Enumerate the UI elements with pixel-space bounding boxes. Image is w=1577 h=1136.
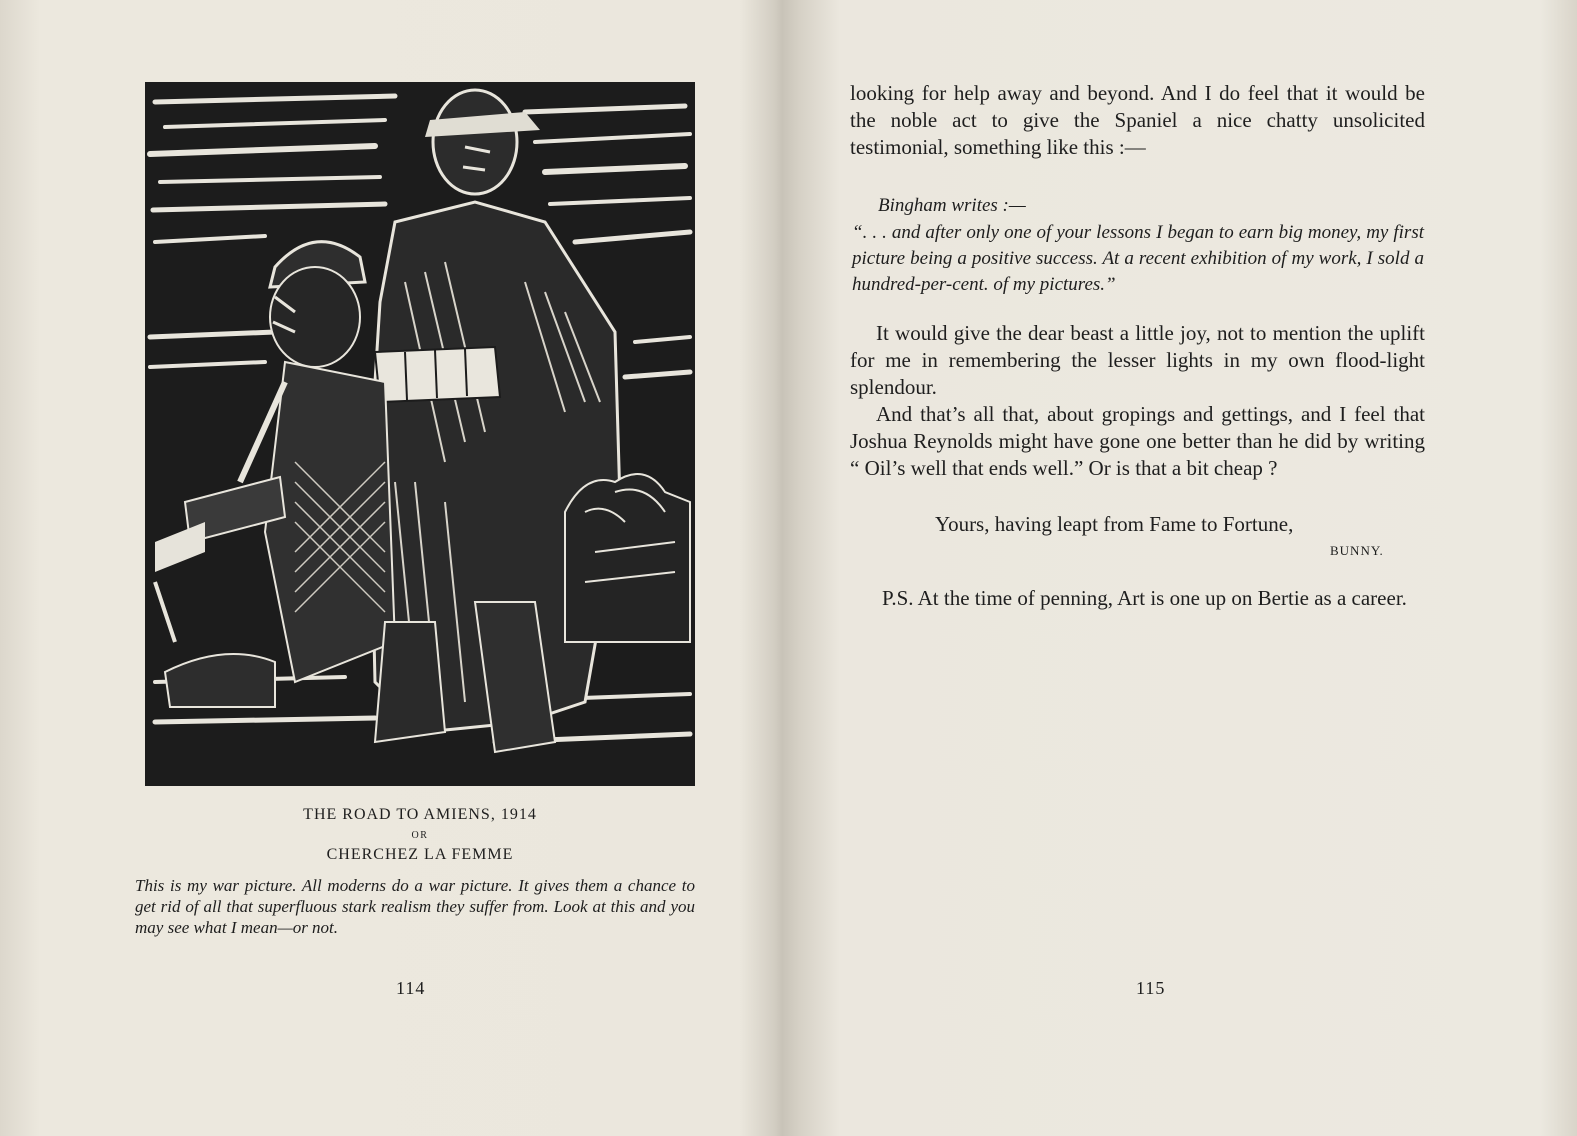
caption-text: This is my war picture. All moderns do a war picture. It gives them a chance to get rid of all that superfluous stark realism they suffer from. Look at this and you may see what I mean—or not.: [135, 876, 695, 937]
caption-title: THE ROAD TO AMIENS, 1914: [303, 806, 537, 823]
caption-subtitle: CHERCHEZ LA FEMME: [326, 846, 514, 863]
left-page: [0, 0, 780, 1136]
postscript: P.S. At the time of penning, Art is one up on Bertie as a career.: [882, 586, 1407, 610]
right-page: [790, 0, 1577, 1136]
paragraph-3: And that’s all that, about gropings and gettings, and I feel that Joshua Reynolds might have gone one better than he did by writing “ Oil’s well that ends well.” Or is that a bit cheap ?: [850, 402, 1425, 480]
caption-or: OR: [411, 830, 429, 841]
closing-line: Yours, having leapt from Fame to Fortune,: [935, 512, 1294, 536]
quote-heading: Bingham writes :—: [878, 195, 1026, 216]
page-number-right: 115: [1136, 978, 1166, 998]
paragraph-2: It would give the dear beast a little joy, not to mention the uplift for me in remembering the lesser lights in my own flood-light splendour.: [850, 321, 1425, 399]
page-number-left: 114: [396, 978, 426, 998]
woodcut-illustration: [145, 82, 695, 786]
quote-text: “. . . and after only one of your lessons I began to earn big money, my first picture being a positive success. At a recent exhibition of my work, I sold a hundred-per-cent. of my pictures.”: [852, 222, 1424, 295]
signature: BUNNY.: [1330, 543, 1384, 558]
paragraph-1: looking for help away and beyond. And I do feel that it would be the noble act to give the Spaniel a nice chatty unsolicited testimonial, something like this :—: [850, 81, 1425, 159]
